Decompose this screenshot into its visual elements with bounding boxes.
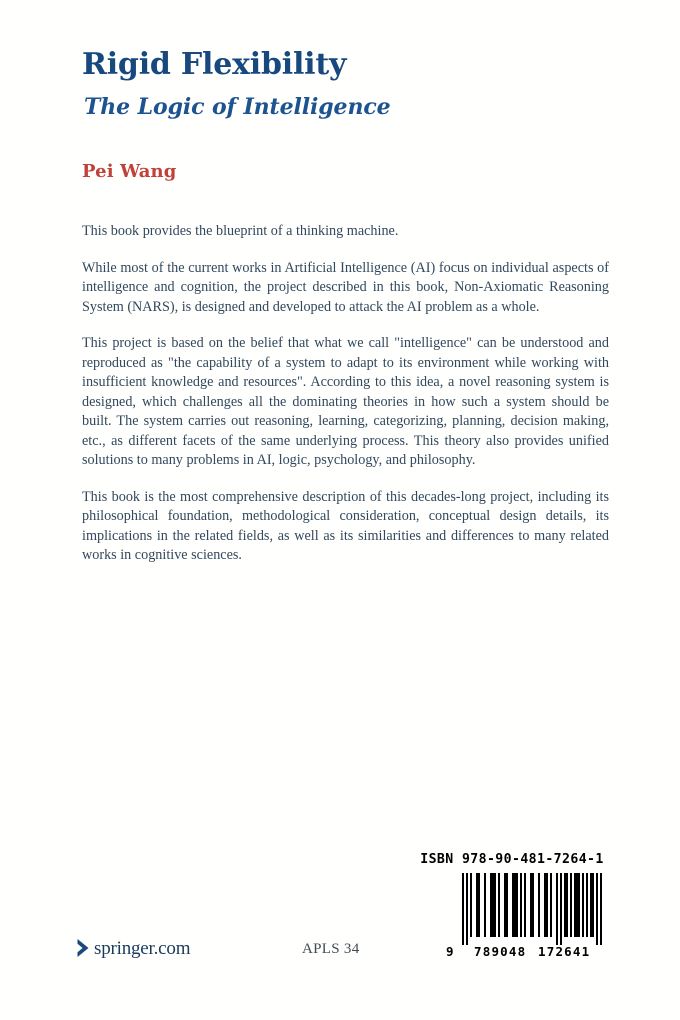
chevron-right-icon: [76, 938, 90, 958]
blurb-paragraph-1: This book provides the blueprint of a thinking machine.: [82, 223, 399, 239]
book-title: Rigid Flexibility: [82, 47, 347, 82]
back-cover-blurb: [82, 222, 609, 566]
springer-url-label: springer.com: [94, 937, 191, 959]
isbn-label: ISBN 978-90-481-7264-1: [420, 852, 604, 867]
barcode-digits-right: 172641: [538, 944, 591, 959]
book-author: Pei Wang: [82, 161, 177, 182]
cover-footer: [0, 938, 680, 974]
barcode-digit-lead: 9: [446, 944, 454, 959]
barcode-bars-icon: [460, 873, 602, 945]
title-block: [82, 47, 612, 182]
blurb-paragraph-2: While most of the current works in Artificial Intelligence (AI) focus on individual aspects of intelligence and cognition, the project described in this book, Non-Axiomatic Reasoning System (NARS), is designed and developed to attack the AI problem as a whole.: [82, 259, 609, 315]
series-code: APLS 34: [302, 941, 360, 957]
blurb-paragraph-3: This project is based on the belief that what we call "intelligence" can be understood and reproduced as "the capability of a system to adapt to its environment while working with insufficient knowledge and resources". According to this idea, a novel reasoning system is designed, which challenges all the dominating theories in how such a system should be built. The system carries out reasoning, learning, categorizing, planning, decision making, etc., as different facets of the same underlying process. This theory also provides unified solutions to many problems in AI, logic, psychology, and philosophy.: [82, 335, 609, 468]
book-subtitle: The Logic of Intelligence: [84, 94, 391, 120]
barcode-digits-left: 789048: [474, 944, 527, 959]
springer-logo[interactable]: [76, 938, 190, 958]
blurb-paragraph-4: This book is the most comprehensive description of this decades-long project, including its philosophical foundation, methodological consideration, conceptual design details, its implications in the related fields, as well as its similarities and differences to many related works in cognitive sciences.: [82, 488, 609, 563]
